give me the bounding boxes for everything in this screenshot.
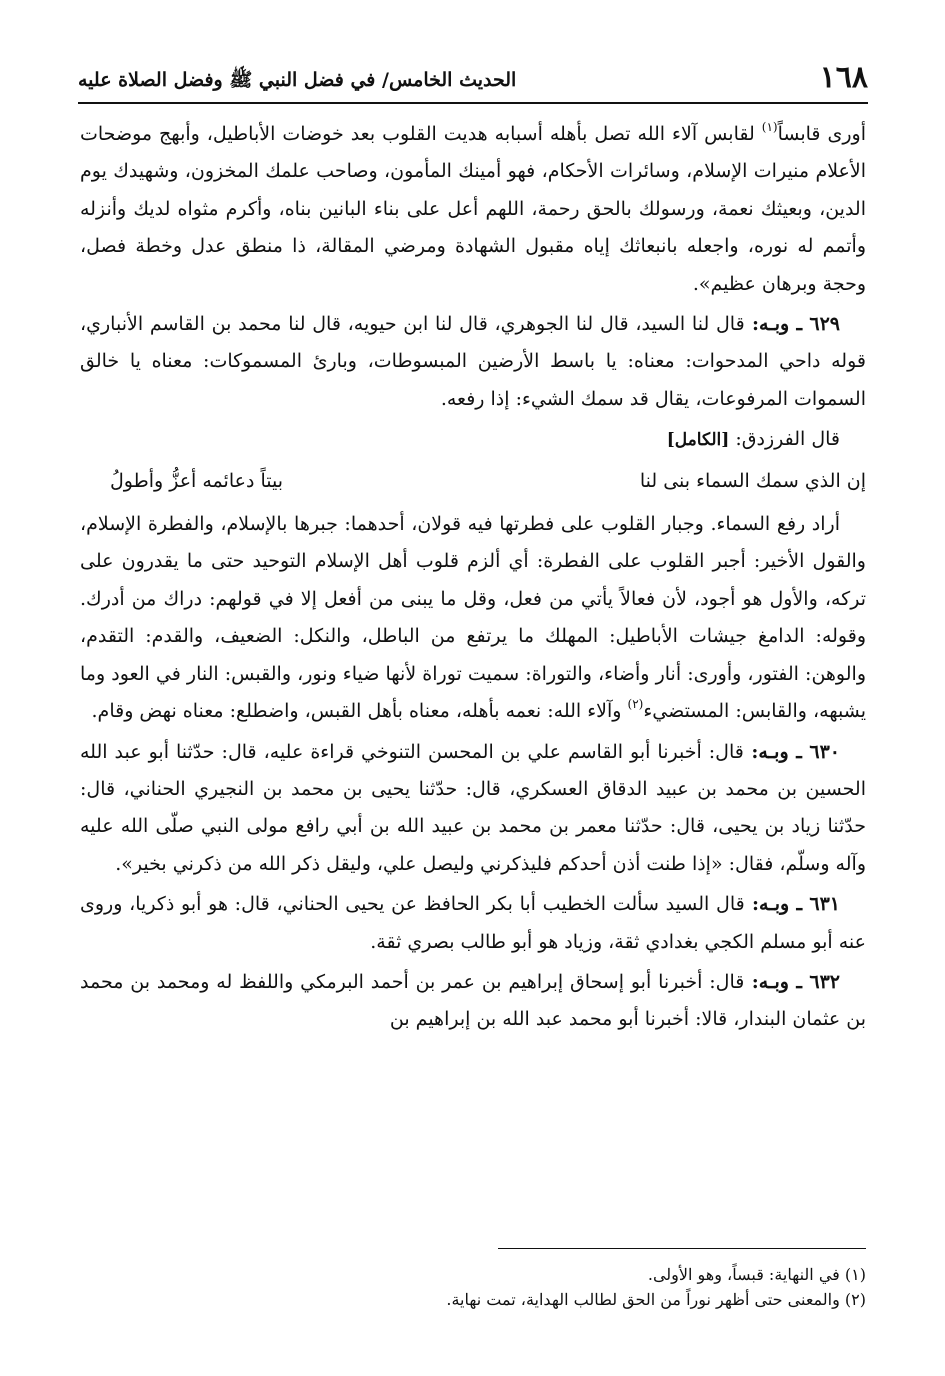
footnote-1: (١) في النهاية: قبساً، وهو الأولى. [647, 1265, 866, 1284]
hadith-629-number: ٦٢٩ ـ وبـه: [744, 313, 840, 336]
paragraph-prayer-continuation [80, 116, 866, 303]
footnote-ref-1: (١) [761, 120, 778, 134]
verse-intro [80, 421, 866, 459]
footnote-2: (٢) والمعنى حتى أظهر نوراً من الحق لطالب الهداية، تمت نهاية. [446, 1290, 866, 1309]
explanation-text-rest: وآلاء الله: نعمه بأهله، معناه بأهل القبس، واضطلع: معناه نهض وقام. [91, 700, 628, 723]
hadith-632-text: قال: أخبرنا أبو إسحاق إبراهيم بن عمر بن أحمد البرمكي واللفظ له ومحمد بن محمد بن عثمان البندار، قالا: أخبرنا أبو محمد عبد الله بن إبراهيم بن [80, 970, 866, 1031]
verse-intro-text: قال الفرزدق: [729, 428, 840, 451]
paragraph-explanation [80, 506, 866, 730]
footnote-divider [498, 1248, 866, 1249]
verse-meter: [الكامل] [666, 430, 730, 451]
hadith-632-number: ٦٣٢ ـ وبـه: [744, 970, 840, 993]
hadith-631-text: قال السيد سألت الخطيب أبا بكر الحافظ عن يحيى الحناني، قال: هو أبو ذكريا، وروى عنه أبو مسلم الكجي بغدادي ثقة، وزياد هو أبو طالب بصري ثقة. [80, 893, 866, 953]
footnote-ref-2: (٢) [627, 697, 644, 712]
hadith-631-number: ٦٣١ ـ وبـه: [744, 893, 841, 916]
hadith-630 [80, 734, 866, 884]
hadith-631 [80, 886, 866, 961]
hadith-629-text: قال لنا السيد، قال لنا الجوهري، قال لنا ابن حيويه، قال لنا محمد بن القاسم الأنباري، قوله داحي المدحوات: معناه: يا باسط الأرضين المبسوطات، وبارئ المسموكات: معناه يا خالق السموات المرفوعات، يقال قد سمك الشيء: إذا رفعه. [80, 313, 866, 410]
hadith-630-number: ٦٣٠ ـ وبـه: [743, 740, 841, 763]
verse-hemistich-first: إن الذي سمك السماء بنى لنا [639, 469, 866, 492]
prayer-text-start: أورى قابساً [777, 123, 866, 145]
hadith-632 [80, 964, 866, 1039]
explanation-text-start: أراد رفع السماء. وجبار القلوب على فطرتها فيه قولان، أحدهما: جبرها بالإسلام، والفطرة الإسلام، والقول الأخير: أجبر القلوب على الفطرة: أي ألزم قلوب أهل الإسلام التوحيد حتى ما يقدرون على تركه، والأول هو أجود، لأن فعالاً يأتي من فعل، وقل ما يبنى من أفعل إلا في قولهم: دراك من أدرك. وقوله: الدامغ جيشات الأباطيل: المهلك ما يرتفع من الباطل، والنكل: الضعيف، والقدم: التقدم، والوهن: الفتور، وأورى: أنار وأضاء، والتوراة: سميت توراة لأنها ضياء ونور، والقبس: النار في العود وما يشبهه، والقابس: المستضيء [80, 513, 866, 723]
page-header [78, 58, 868, 104]
prayer-text-rest: لقابس آلاء الله تصل بأهله أسبابه هديت القلوب بعد خوضات الأباطيل، وأبهج موضحات الأعلام منيرات الإسلام، وسائرات الأحكام، فهو أمينك المأمون، وصاحب علمك المخزون، وشهيدك يوم الدين، وبعيثك نعمة، ورسولك بالحق رحمة، اللهم أعل على بناء البانين بناه، وأكرم مثواه لديك وأنزله وأتمم له نوره، واجعله بانبعاثك إياه مقبول الشهادة ومرضي المقالة، ذا منطق عدل وخطة فصل، وحجة وبرهان عظيم». [80, 123, 866, 295]
hadith-629 [80, 306, 866, 418]
footnotes [80, 1262, 866, 1312]
body-text [80, 116, 866, 1042]
verse-hemistich-second: بيتاً دعائمه أعزُّ وأطولُ [110, 469, 284, 492]
running-head: الحديث الخامس/ في فضل النبي ﷺ وفضل الصلاة عليه [78, 69, 517, 91]
hadith-630-text: قال: أخبرنا أبو القاسم علي بن المحسن التنوخي قراءة عليه، قال: حدّثنا أبو عبد الله الحسين بن محمد بن عبيد الدقاق العسكري، قال: حدّثنا يحيى بن محمد بن النجيري الحناني، قال: حدّثنا زياد بن يحيى، قال: حدّثنا معمر بن محمد بن عبيد الله بن أبي رافع مولى النبي صلّى الله عليه وآله وسلّم، فقال: «إذا طنت أذن أحدكم فليذكرني وليصل علي، وليقل ذكر الله من ذكرني بخير». [80, 740, 866, 875]
page-number: ١٦٨ [819, 60, 868, 95]
verse-line [80, 463, 866, 500]
